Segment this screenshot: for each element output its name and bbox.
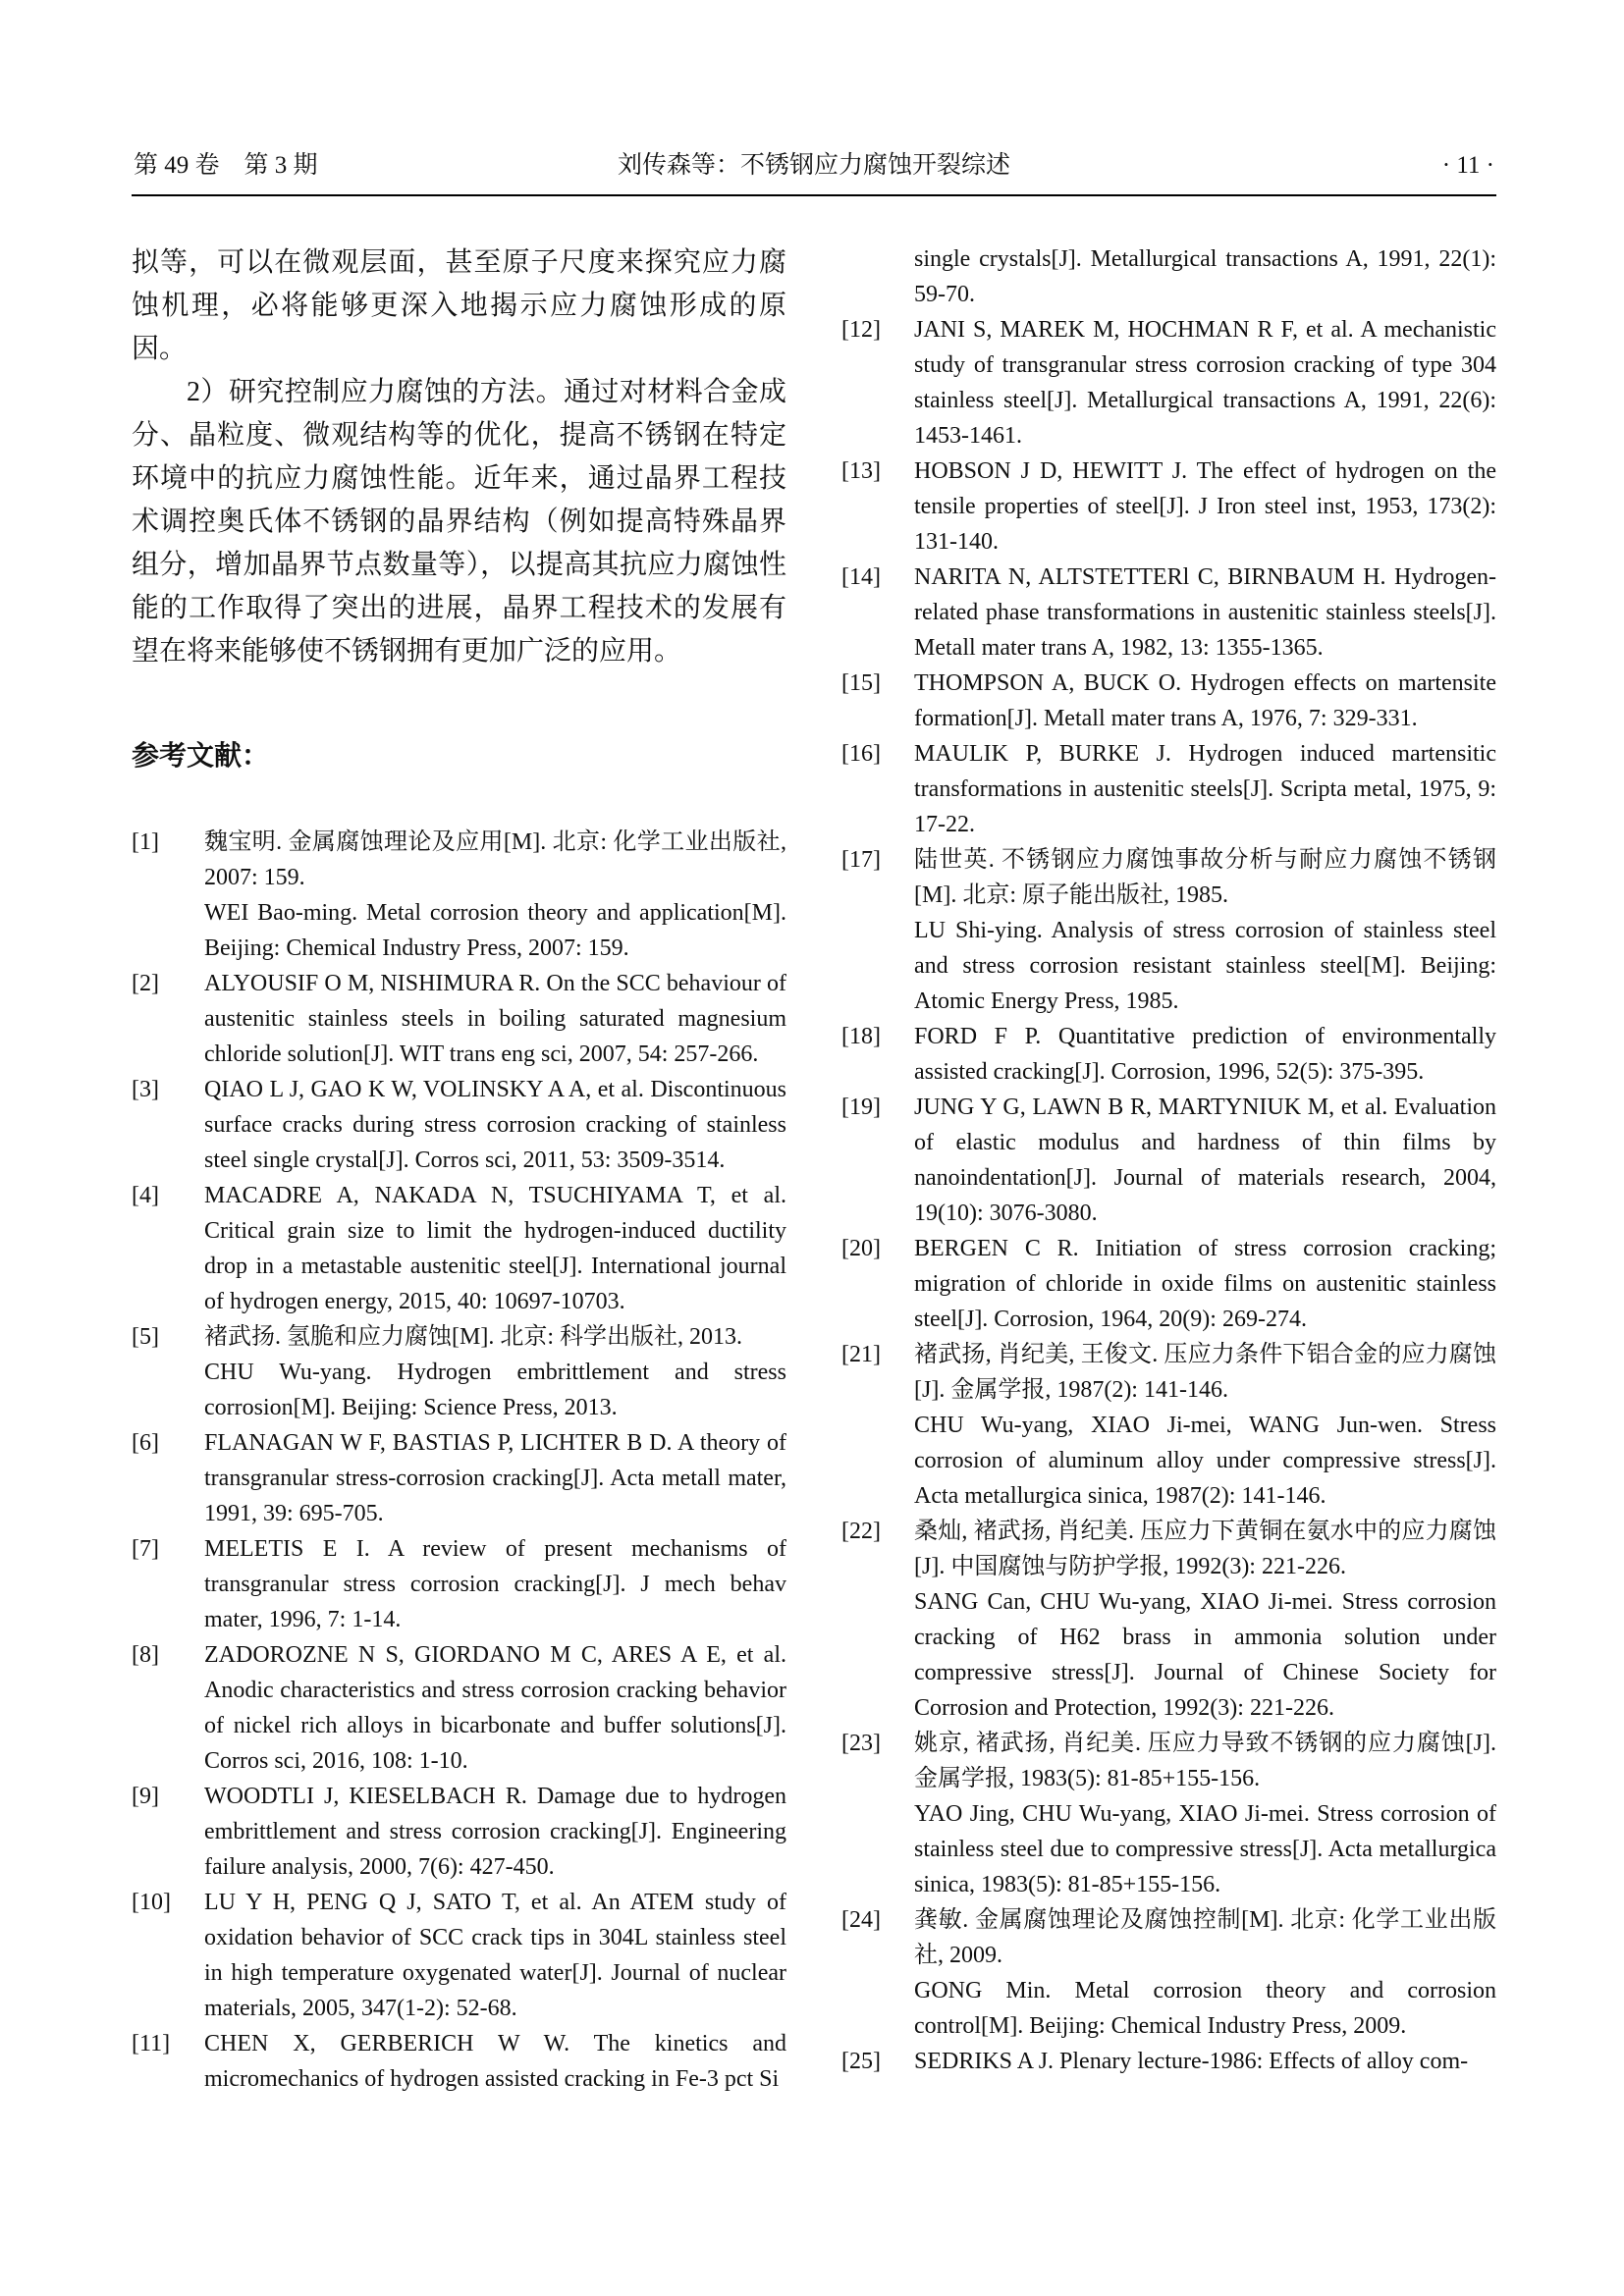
- reference-body: [204, 1885, 786, 2026]
- reference-number: [1]: [132, 829, 159, 855]
- reference-number: [9]: [132, 1784, 159, 1809]
- reference-body: [914, 1514, 1496, 1726]
- reference-number: [3]: [132, 1077, 159, 1102]
- reference-number: [8]: [132, 1642, 159, 1668]
- reference-body: [914, 1090, 1496, 1231]
- reference-body: [914, 1231, 1496, 1337]
- body-text: [132, 241, 786, 673]
- page-content: [132, 145, 1496, 2097]
- reference-text: MELETIS E I. A review of present mechanisms of transgranular stress corrosion cracking[J]. J mech behav mater, 1996, 7: 1-14.: [204, 1536, 786, 1632]
- running-title: 刘传森等：不锈钢应力腐蚀开裂综述: [617, 152, 1010, 179]
- reference-body: [204, 1178, 786, 1319]
- reference-item: [841, 560, 1496, 666]
- reference-item: [132, 1178, 786, 1319]
- reference-number: [12]: [841, 317, 881, 343]
- reference-item: [132, 2026, 786, 2097]
- right-column: [841, 241, 1496, 2097]
- reference-item: [841, 1726, 1496, 1902]
- reference-text: JANI S, MAREK M, HOCHMAN R F, et al. A mechanistic study of transgranular stress corrosion cracking of type 304 stainless steel[J]. Metallurgical transactions A, 1991, 22(6): 1453-1461.: [914, 317, 1496, 449]
- reference-item: [841, 312, 1496, 454]
- reference-item: [841, 2044, 1496, 2079]
- reference-item: [132, 966, 786, 1072]
- reference-number: [23]: [841, 1731, 881, 1756]
- reference-body: [914, 1726, 1496, 1902]
- reference-number: [7]: [132, 1536, 159, 1562]
- reference-text: 龚敏. 金属腐蚀理论及腐蚀控制[M]. 北京: 化学工业出版社, 2009.: [914, 1907, 1496, 1968]
- reference-item: [132, 1425, 786, 1531]
- page-number: · 11 ·: [1441, 152, 1494, 179]
- reference-text: WEI Bao-ming. Metal corrosion theory and application[M]. Beijing: Chemical Industry Press, 2007: 159.: [204, 900, 786, 961]
- reference-item: [841, 241, 1496, 312]
- reference-body: [204, 1319, 786, 1425]
- reference-text: MAULIK P, BURKE J. Hydrogen induced martensitic transformations in austenitic steels[J]. Scripta metal, 1975, 9: 17-22.: [914, 741, 1496, 837]
- reference-number: [4]: [132, 1183, 159, 1208]
- volume-issue: 第 49 卷 第 3 期: [134, 152, 318, 179]
- reference-text: 褚武扬. 氢脆和应力腐蚀[M]. 北京: 科学出版社, 2013.: [204, 1324, 742, 1350]
- reference-item: [841, 1337, 1496, 1514]
- reference-text: 桑灿, 褚武扬, 肖纪美. 压应力下黄铜在氨水中的应力腐蚀[J]. 中国腐蚀与防护学报, 1992(3): 221-226.: [914, 1519, 1496, 1579]
- reference-number: [5]: [132, 1324, 159, 1350]
- reference-number: [25]: [841, 2049, 881, 2074]
- reference-body: [914, 1902, 1496, 2044]
- reference-number: [6]: [132, 1430, 159, 1456]
- reference-body: [914, 1337, 1496, 1514]
- reference-item: [132, 1319, 786, 1425]
- reference-number: [14]: [841, 564, 881, 590]
- reference-number: [11]: [132, 2031, 171, 2056]
- reference-number: [19]: [841, 1095, 881, 1120]
- reference-item: [132, 1072, 786, 1178]
- reference-text: YAO Jing, CHU Wu-yang, XIAO Ji-mei. Stress corrosion of stainless steel due to compressive stress[J]. Acta metallurgica sinica, 1983(5): 81-85+155-156.: [914, 1801, 1496, 1897]
- reference-number: [13]: [841, 458, 881, 484]
- reference-number: [24]: [841, 1907, 881, 1933]
- reference-text: single crystals[J]. Metallurgical transactions A, 1991, 22(1): 59-70.: [914, 246, 1496, 307]
- reference-number: [22]: [841, 1519, 881, 1544]
- reference-body: [914, 1019, 1496, 1090]
- reference-text: NARITA N, ALTSTETTERl C, BIRNBAUM H. Hydrogen-related phase transformations in austenitic stainless steels[J]. Metall mater trans A, 1982, 13: 1355-1365.: [914, 564, 1496, 661]
- reference-number: [841, 241, 914, 312]
- reference-text: CHU Wu-yang, XIAO Ji-mei, WANG Jun-wen. Stress corrosion of aluminum alloy under compressive stress[J]. Acta metallurgica sinica, 1987(2): 141-146.: [914, 1413, 1496, 1509]
- reference-text: HOBSON J D, HEWITT J. The effect of hydrogen on the tensile properties of steel[J]. J Iron steel inst, 1953, 173(2): 131-140.: [914, 458, 1496, 555]
- paragraph-methods: 2）研究控制应力腐蚀的方法。通过对材料合金成分、晶粒度、微观结构等的优化，提高不锈钢在特定环境中的抗应力腐蚀性能。近年来，通过晶界工程技术调控奥氏体不锈钢的晶界结构（例如提高特殊晶界组分，增加晶界节点数量等），以提高其抗应力腐蚀性能的工作取得了突出的进展，晶界工程技术的发展有望在将来能够使不锈钢拥有更加广泛的应用。: [132, 377, 786, 667]
- reference-item: [132, 1779, 786, 1885]
- reference-number: [2]: [132, 971, 159, 996]
- reference-text: ALYOUSIF O M, NISHIMURA R. On the SCC behaviour of austenitic stainless steels in boiling saturated magnesium chloride solution[J]. WIT trans eng sci, 2007, 54: 257-266.: [204, 971, 786, 1067]
- reference-number: [20]: [841, 1236, 881, 1261]
- reference-text: SANG Can, CHU Wu-yang, XIAO Ji-mei. Stress corrosion cracking of H62 brass in ammonia solution under compressive stress[J]. Journal of Chinese Society for Corrosion and Protection, 1992(3): 221-226.: [914, 1589, 1496, 1721]
- reference-number: [21]: [841, 1342, 881, 1367]
- reference-text: BERGEN C R. Initiation of stress corrosion cracking; migration of chloride in oxide films on austenitic stainless steel[J]. Corrosion, 1964, 20(9): 269-274.: [914, 1236, 1496, 1332]
- references-list-right: [841, 241, 1496, 2079]
- reference-body: [204, 2026, 786, 2097]
- reference-text: 褚武扬, 肖纪美, 王俊文. 压应力条件下铝合金的应力腐蚀[J]. 金属学报, 1987(2): 141-146.: [914, 1342, 1496, 1403]
- two-column-layout: [132, 241, 1496, 2097]
- reference-body: [914, 666, 1496, 736]
- reference-body: [914, 736, 1496, 842]
- reference-item: [132, 1531, 786, 1637]
- reference-text: JUNG Y G, LAWN B R, MARTYNIUK M, et al. Evaluation of elastic modulus and hardness of thin films by nanoindentation[J]. Journal of materials research, 2004, 19(10): 3076-3080.: [914, 1095, 1496, 1226]
- reference-text: CHU Wu-yang. Hydrogen embrittlement and stress corrosion[M]. Beijing: Science Press, 2013.: [204, 1360, 786, 1420]
- reference-item: [841, 666, 1496, 736]
- reference-text: QIAO L J, GAO K W, VOLINSKY A A, et al. Discontinuous surface cracks during stress corrosion cracking of stainless steel single crystal[J]. Corros sci, 2011, 53: 3509-3514.: [204, 1077, 786, 1173]
- reference-item: [841, 842, 1496, 1019]
- reference-number: [10]: [132, 1890, 171, 1915]
- page-header: [132, 145, 1496, 196]
- references-list-left: [132, 825, 786, 2097]
- reference-body: [914, 560, 1496, 666]
- reference-item: [841, 1231, 1496, 1337]
- reference-number: [18]: [841, 1024, 881, 1049]
- reference-text: LU Y H, PENG Q J, SATO T, et al. An ATEM study of oxidation behavior of SCC crack tips in 304L stainless steel in high temperature oxygenated water[J]. Journal of nuclear materials, 2005, 347(1-2): 52-68.: [204, 1890, 786, 2021]
- reference-number: [16]: [841, 741, 881, 767]
- reference-text: THOMPSON A, BUCK O. Hydrogen effects on martensite formation[J]. Metall mater trans A, 1976, 7: 329-331.: [914, 670, 1496, 731]
- reference-body: [204, 825, 786, 966]
- reference-text: 魏宝明. 金属腐蚀理论及应用[M]. 北京: 化学工业出版社, 2007: 159.: [204, 829, 786, 890]
- reference-text: FLANAGAN W F, BASTIAS P, LICHTER B D. A theory of transgranular stress-corrosion cracking[J]. Acta metall mater, 1991, 39: 695-705.: [204, 1430, 786, 1526]
- reference-text: LU Shi-ying. Analysis of stress corrosion of stainless steel and stress corrosion resistant stainless steel[M]. Beijing: Atomic Energy Press, 1985.: [914, 918, 1496, 1014]
- reference-body: [914, 312, 1496, 454]
- paragraph-continuation: 拟等，可以在微观层面，甚至原子尺度来探究应力腐蚀机理，必将能够更深入地揭示应力腐蚀形成的原因。: [132, 247, 786, 364]
- reference-text: MACADRE A, NAKADA N, TSUCHIYAMA T, et al. Critical grain size to limit the hydrogen-induced ductility drop in a metastable austenitic steel[J]. International journal of hydrogen energy, 2015, 40: 10697-10703.: [204, 1183, 786, 1314]
- reference-number: [17]: [841, 847, 881, 873]
- reference-body: [204, 1531, 786, 1637]
- reference-body: [914, 842, 1496, 1019]
- reference-text: CHEN X, GERBERICH W W. The kinetics and micromechanics of hydrogen assisted cracking in Fe-3 pct Si: [204, 2031, 786, 2092]
- reference-body: [204, 1779, 786, 1885]
- reference-number: [15]: [841, 670, 881, 696]
- reference-text: FORD F P. Quantitative prediction of environmentally assisted cracking[J]. Corrosion, 1996, 52(5): 375-395.: [914, 1024, 1496, 1085]
- reference-text: SEDRIKS A J. Plenary lecture-1986: Effects of alloy com-: [914, 2049, 1469, 2074]
- reference-body: [914, 454, 1496, 560]
- reference-text: GONG Min. Metal corrosion theory and corrosion control[M]. Beijing: Chemical Industry Press, 2009.: [914, 1978, 1496, 2039]
- reference-body: [204, 1637, 786, 1779]
- reference-item: [132, 1885, 786, 2026]
- reference-body: [914, 241, 1496, 312]
- reference-item: [841, 1902, 1496, 2044]
- reference-item: [841, 1514, 1496, 1726]
- references-heading: 参考文献：: [132, 741, 270, 772]
- reference-body: [204, 966, 786, 1072]
- reference-text: 陆世英. 不锈钢应力腐蚀事故分析与耐应力腐蚀不锈钢[M]. 北京: 原子能出版社, 1985.: [914, 847, 1496, 908]
- reference-item: [132, 1637, 786, 1779]
- reference-item: [132, 825, 786, 966]
- reference-item: [841, 736, 1496, 842]
- left-column: [132, 241, 786, 2097]
- reference-body: [914, 2044, 1496, 2079]
- reference-text: ZADOROZNE N S, GIORDANO M C, ARES A E, et al. Anodic characteristics and stress corrosion cracking behavior of nickel rich alloys in bicarbonate and buffer solutions[J]. Corros sci, 2016, 108: 1-10.: [204, 1642, 786, 1774]
- reference-body: [204, 1072, 786, 1178]
- reference-text: WOODTLI J, KIESELBACH R. Damage due to hydrogen embrittlement and stress corrosion cracking[J]. Engineering failure analysis, 2000, 7(6): 427-450.: [204, 1784, 786, 1880]
- reference-text: 姚京, 褚武扬, 肖纪美. 压应力导致不锈钢的应力腐蚀[J]. 金属学报, 1983(5): 81-85+155-156.: [914, 1731, 1496, 1791]
- reference-body: [204, 1425, 786, 1531]
- reference-item: [841, 1019, 1496, 1090]
- reference-item: [841, 1090, 1496, 1231]
- reference-item: [841, 454, 1496, 560]
